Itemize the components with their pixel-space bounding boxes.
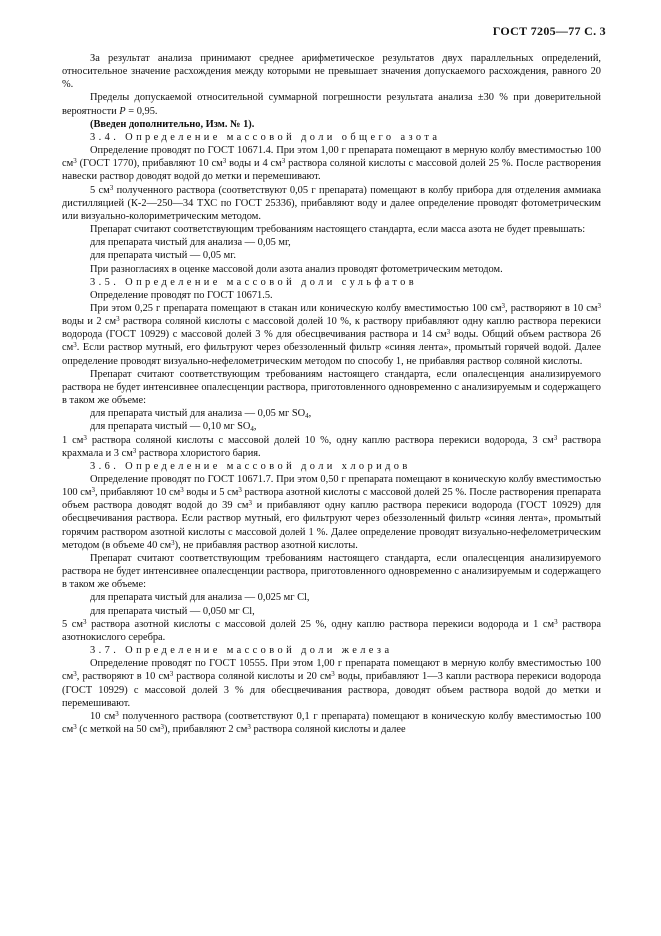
text-run: 3.4. Определение массовой доли общего азота xyxy=(90,131,441,143)
text-run: для препарата чистый — 0,050 мг Cl, xyxy=(90,605,255,617)
text-run: 3.7. Определение массовой доли железа xyxy=(90,645,393,657)
superscript: 3 xyxy=(109,183,114,192)
superscript: 3 xyxy=(180,486,184,495)
superscript: 3 xyxy=(171,538,175,547)
text-run: 5 см xyxy=(90,184,110,196)
text-run: 5 см xyxy=(62,618,83,630)
text-run: раствора соляной кислоты с массовой долей 10 %, одну каплю раствора перекиси водорода, 3 см xyxy=(86,434,554,446)
text-run: Определение проводят по ГОСТ 10671.7. При этом 0,50 г препарата помещают в коническую колбу вместимостью 100 см xyxy=(62,474,601,499)
text-run: для препарата чистый — 0,10 мг SO xyxy=(90,421,251,433)
text-run: раствора соляной кислоты с массовой долей 25 %. После растворения навески раствор доводят водой до метки и перемешивают. xyxy=(62,158,601,183)
text-run: для препарата чистый для анализа — 0,025 мг Cl, xyxy=(90,592,310,604)
page-header: ГОСТ 7205—77 С. 3 xyxy=(492,24,606,38)
text-run: Определение проводят по ГОСТ 10555. При этом 1,00 г препарата помещают в мерную колбу вместимостью 100 см xyxy=(62,658,601,683)
text-run: воды, прибавляют 1—3 капли раствора перекиси водорода (ГОСТ 10929) с массовой долей 3 % для обесцвечивания раствора, доводят объем раствора водой до метки и перемешивают. xyxy=(62,671,602,709)
text-run: , растворяют в 10 см xyxy=(76,671,170,683)
superscript: 3 xyxy=(222,157,227,166)
superscript: 3 xyxy=(73,157,77,166)
text-run: раствора крахмала и 3 см xyxy=(62,434,601,459)
superscript: 3 xyxy=(91,486,95,495)
superscript: 3 xyxy=(83,433,87,442)
text-run: , xyxy=(308,408,312,420)
paragraph xyxy=(62,657,601,710)
text-run: P xyxy=(119,105,126,117)
superscript: 3 xyxy=(116,315,120,324)
text-run: ), прибавляют 2 см xyxy=(164,723,248,735)
text-run: Препарат считают соответствующим требованиям настоящего стандарта, если масса азота не будет превышать: xyxy=(90,224,586,236)
superscript: 3 xyxy=(597,301,601,310)
text-run: раствора соляной кислоты и 20 см xyxy=(173,671,332,683)
text-run: воды. Общий объем раствора 26 см xyxy=(62,329,601,354)
text-run: для препарата чистый — 0,05 мг. xyxy=(90,250,236,262)
text-run: 1 см xyxy=(62,434,84,446)
text-run: воды и 4 см xyxy=(226,158,282,170)
superscript: 3 xyxy=(160,722,165,731)
text-run: полученного раствора (соответствуют 0,1 г препарата) помещают в коническую колбу вместимостью 100 см xyxy=(62,710,601,735)
paragraph xyxy=(62,263,601,276)
superscript: 3 xyxy=(132,446,137,455)
text-run: раствора соляной кислоты с массовой долей 10 %, к раствору прибавляют одну каплю раствора перекиси водорода (ГОСТ 10929) с массовой долей 3 % для обесцвечивания раствора и 14 см xyxy=(62,316,601,341)
text-run: . Если раствор мутный, его фильтруют через обеззоленный фильтр «синяя лента», промытый горячей водой. Далее определение проводят визуально-нефелометрическим методом по способу 1, не прибавляя раствор соляной кислоты. xyxy=(62,342,601,367)
paragraph xyxy=(62,591,601,604)
text-run: За результат анализа принимают среднее арифметическое результатов двух параллельных определений, относительное значение расхождения между которыми не превышает значения допускаемого расхождения, равного 20 %. xyxy=(62,53,601,91)
paragraph xyxy=(62,144,601,183)
text-run: Препарат считают соответствующим требованиям настоящего стандарта, если опалесценция анализируемого раствора не будет интенсивнее опалесценции раствора, приготовленного одновременно с анализируемым и содержащего в таком же объеме: xyxy=(62,368,601,407)
text-run: воды и 2 см xyxy=(62,316,117,328)
section-heading xyxy=(62,644,601,657)
text-run: 3.5. Определение массовой доли сульфатов xyxy=(90,276,418,288)
amendment-note xyxy=(62,118,601,131)
text-run: раствора соляной кислоты и далее xyxy=(250,723,406,735)
superscript: 3 xyxy=(248,499,252,508)
section-heading xyxy=(62,276,601,289)
subscript: 4 xyxy=(305,412,309,421)
text-run: раствора хлористого бария. xyxy=(136,447,261,459)
paragraph xyxy=(62,420,601,433)
paragraph xyxy=(62,184,601,223)
text-run: для препарата чистый для анализа — 0,05 мг SO xyxy=(90,408,306,420)
text-run: (с меткой на 50 см xyxy=(76,723,161,735)
paragraph xyxy=(62,236,601,249)
text-run: Определение проводят по ГОСТ 10671.4. При этом 1,00 г препарата помещают в мерную колбу вместимостью 100 см xyxy=(62,145,601,170)
document-body xyxy=(62,52,601,736)
superscript: 3 xyxy=(446,328,451,337)
superscript: 3 xyxy=(115,709,119,718)
text-run: и прибавляют одну каплю раствора перекиси водорода (ГОСТ 10929) для обесцвечивания раствора. Если раствор мутный, его фильтруют через обеззоленный фильтр «синяя лента», промытый горячим раствором азотной кислоты с массовой долей 1 %. Далее определение проводят визуально-нефелометрическим методом (в объеме 40 см xyxy=(62,500,601,551)
text-run: (ГОСТ 1770), прибавляют 10 см xyxy=(76,158,223,170)
superscript: 3 xyxy=(281,157,286,166)
text-run: , растворяют в 10 см xyxy=(505,302,598,314)
paragraph xyxy=(62,289,601,302)
text-run: для препарата чистый для анализа — 0,05 мг, xyxy=(90,237,291,249)
superscript: 3 xyxy=(553,433,558,442)
paragraph xyxy=(62,605,601,618)
section-heading xyxy=(62,460,601,473)
text-run: воды и 5 см xyxy=(183,487,239,499)
paragraph xyxy=(62,473,601,552)
paragraph xyxy=(62,368,601,407)
paragraph xyxy=(62,618,601,644)
text-run: раствора азотной кислоты с массовой долей 25 %, одну каплю раствора перекиси водорода и 1 см xyxy=(86,618,555,630)
text-run: 3.6. Определение массовой доли хлоридов xyxy=(90,460,411,472)
text-run: Препарат считают соответствующим требованиям настоящего стандарта, если опалесценция анализируемого раствора не будет интенсивнее опалесценции раствора, приготовленного одновременно с анализируемым и содержащего в таком же объеме: xyxy=(62,552,601,591)
paragraph xyxy=(62,407,601,420)
paragraph xyxy=(62,223,601,236)
text-run: раствора азотной кислоты с массовой долей 25 %. После растворения препарата объем раствора доводят водой до 39 см xyxy=(62,487,601,512)
text-run: При этом 0,25 г препарата помещают в стакан или коническую колбу вместимостью 100 см xyxy=(90,302,502,314)
superscript: 3 xyxy=(73,722,77,731)
superscript: 3 xyxy=(247,722,251,731)
superscript: 3 xyxy=(501,301,506,310)
text-run: Пределы допускаемой относительной суммарной погрешности результата анализа ±30 % при доверительной вероятности xyxy=(62,92,601,117)
text-run: (Введен дополнительно, Изм. № 1). xyxy=(90,118,255,130)
superscript: 3 xyxy=(238,486,242,495)
superscript: 3 xyxy=(83,617,87,626)
text-run: 10 см xyxy=(90,710,116,722)
superscript: 3 xyxy=(554,617,558,626)
text-run: Определение проводят по ГОСТ 10671.5. xyxy=(90,289,273,301)
text-run: ), не прибавляя раствор азотной кислоты. xyxy=(174,539,358,551)
text-run: полученного раствора (соответствуют 0,05 г препарата) помещают в колбу прибора для отделения аммиака дистилляцией (К-2—250—34 ТХС по ГОСТ 25336), прибавляют воду и далее определение проводят фотометрическим или визуально-колориметрическим методом. xyxy=(62,184,602,222)
superscript: 3 xyxy=(331,670,335,679)
section-heading xyxy=(62,131,601,144)
text-run: , прибавляют 10 см xyxy=(94,487,181,499)
paragraph xyxy=(62,434,601,460)
text-run: При разногласиях в оценке массовой доли азота анализ проводят фотометрическим методом. xyxy=(90,263,503,275)
text-run: , xyxy=(253,421,257,433)
superscript: 3 xyxy=(169,670,174,679)
text-run: = 0,95. xyxy=(125,105,158,117)
superscript: 3 xyxy=(73,670,77,679)
text-run: раствора азотнокислого серебра. xyxy=(62,618,601,643)
superscript: 3 xyxy=(73,341,77,350)
paragraph xyxy=(62,302,601,368)
subscript: 4 xyxy=(250,425,254,434)
paragraph xyxy=(62,249,601,262)
paragraph xyxy=(62,91,601,117)
paragraph xyxy=(62,52,601,91)
paragraph xyxy=(62,552,601,591)
paragraph xyxy=(62,710,601,736)
